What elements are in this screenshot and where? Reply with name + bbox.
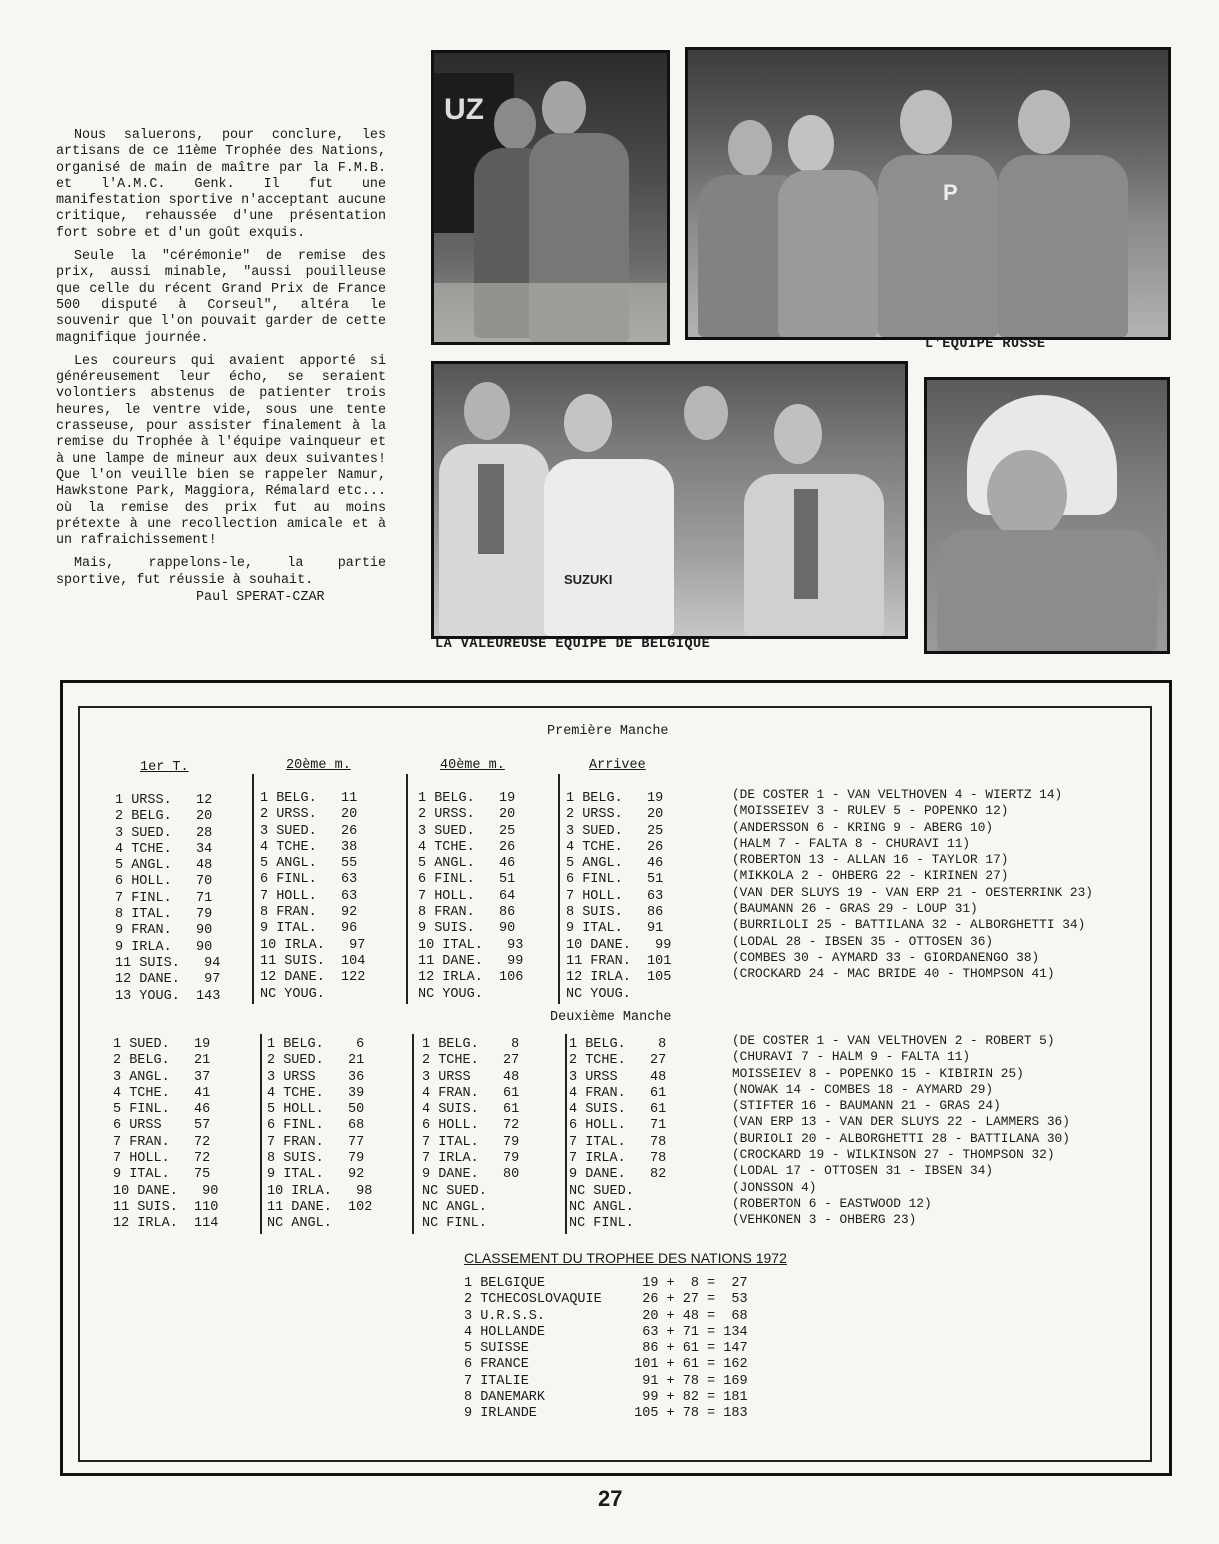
article-paragraph-4: Mais, rappelons-le, la partie sportive, fut réussie à souhait. bbox=[56, 556, 386, 588]
column-divider bbox=[252, 774, 254, 1004]
article-paragraph-3: Les coureurs qui avaient apporté si généreusement leur écho, se seraient volontiers abstenus de patienter trois heures, le ventre vide, sous une tente crasseuse, pour assister finalement à la remise du Trophée à l'équipe vainqueur et à une lampe de mineur aux deux suivantes! Que l'on veuille bien se rappeler Namur, Hawkstone Park, Maggiora, Rémalard etc... où la remise des prix fut au moins prétexte à une recollection amicale et à un rafraichissement! bbox=[56, 353, 386, 549]
manche1-20eme-column: 1 BELG. 11 2 URSS. 20 3 SUED. 26 4 TCHE. 38 5 ANGL. 55 6 FINL. 63 7 HOLL. 63 8 FRAN. 92 9 ITAL. 96 10 IRLA. 97 11 SUIS. 104 12 DANE. 122 NC YOUG. bbox=[260, 791, 366, 1002]
classement-list: 1 BELGIQUE 19 + 8 = 27 2 TCHECOSLOVAQUIE 26 + 27 = 53 3 U.R.S.S. 20 + 48 = 68 4 HOLLANDE 63 + 71 = 134 5 SUISSE 86 + 61 = 147 6 FRANCE 101 + 61 = 162 7 ITALIE 91 + 78 = 169 8 DANEMARK 99 + 82 = 181 9 IRLANDE 105 + 78 = 183 bbox=[464, 1276, 748, 1422]
manche2-40eme-column: 1 BELG. 8 2 TCHE. 27 3 URSS 48 4 FRAN. 61 4 SUIS. 61 6 HOLL. 72 7 ITAL. 79 7 IRLA. 79 9 DANE. 80 NC SUED. NC ANGL. NC FINL. bbox=[422, 1037, 520, 1232]
page-number: 27 bbox=[598, 1486, 623, 1511]
premiere-manche-title: Première Manche bbox=[547, 724, 669, 739]
manche2-riders: (DE COSTER 1 - VAN VELTHOVEN 2 - ROBERT 5) (CHURAVI 7 - HALM 9 - FALTA 11) MOISSEIEV 8 - POPENKO 15 - KIBIRIN 25) (NOWAK 14 - COMBES 18 - AYMARD 29) (STIFTER 16 - BAUMANN 21 - GRAS 24) (VAN ERP 13 - VAN DER SLUYS 22 - LAMMERS 36) (BURIOLI 20 - ALBORGHETTI 28 - BATTILANA 30) (CROCKARD 19 - WILKINSON 27 - THOMPSON 32) (LODAL 17 - OTTOSEN 31 - IBSEN 34) (JONSSON 4) (ROBERTON 6 - EASTWOOD 12) (VEHKONEN 3 - OHBERG 23) bbox=[732, 1033, 1070, 1228]
caption-belgian-team: LA VALEUREUSE EQUIPE DE BELGIQUE bbox=[435, 637, 711, 652]
photo-mechanics: UZ bbox=[431, 50, 670, 345]
classement-title: CLASSEMENT DU TROPHEE DES NATIONS 1972 bbox=[464, 1250, 787, 1266]
manche1-40eme-column: 1 BELG. 19 2 URSS. 20 3 SUED. 25 4 TCHE. 26 5 ANGL. 46 6 FINL. 51 7 HOLL. 64 8 FRAN. 86 9 SUIS. 90 10 ITAL. 93 11 DANE. 99 12 IRLA. 106 NC YOUG. bbox=[418, 791, 524, 1002]
header-40eme-minute: 40ème m. bbox=[440, 758, 505, 773]
manche1-1er-tour-column: 1 URSS. 12 2 BELG. 20 3 SUED. 28 4 TCHE. 34 5 ANGL. 48 6 HOLL. 70 7 FINL. 71 8 ITAL. 79 9 FRAN. 90 9 IRLA. 90 11 SUIS. 94 12 DANE. 97 13 YOUG. 143 bbox=[115, 793, 221, 1004]
header-20eme-minute: 20ème m. bbox=[286, 758, 351, 773]
article-paragraph-2: Seule la "cérémonie" de remise des prix, aussi minable, "aussi pouilleuse que celle du récent Grand Prix de France 500 disputé à Corseul", altéra le souvenir que l'on pouvait garder de cette magnifique journée. bbox=[56, 249, 386, 346]
article-paragraph-1: Nous saluerons, pour conclure, les artisans de ce 11ème Trophée des Nations, organisé de main de maître par la F.M.B. et l'A.M.C. Genk. Il fut une manifestation sportive n'acceptant aucune critique, rehaussée d'une présentation fort sobre et d'un goût exquis. bbox=[56, 128, 386, 241]
caption-russian-team: L'EQUIPE RUSSE bbox=[925, 337, 1046, 352]
manche2-1er-tour-column: 1 SUED. 19 2 BELG. 21 3 ANGL. 37 4 TCHE. 41 5 FINL. 46 6 URSS 57 7 FRAN. 72 7 HOLL. 72 9 ITAL. 75 10 DANE. 90 11 SUIS. 110 12 IRLA. 114 bbox=[113, 1037, 219, 1232]
deuxieme-manche-title: Deuxième Manche bbox=[550, 1010, 672, 1025]
header-arrivee: Arrivee bbox=[589, 758, 646, 773]
manche2-arrivee-column: 1 BELG. 8 2 TCHE. 27 3 URSS 48 4 FRAN. 61 4 SUIS. 61 6 HOLL. 71 7 ITAL. 78 7 IRLA. 78 9 DANE. 82 NC SUED. NC ANGL. NC FINL. bbox=[569, 1037, 667, 1232]
manche1-riders: (DE COSTER 1 - VAN VELTHOVEN 4 - WIERTZ 14) (MOISSEIEV 3 - RULEV 5 - POPENKO 12) (ANDERSSON 6 - KRING 9 - ABERG 10) (HALM 7 - FALTA 8 - CHURAVI 11) (ROBERTON 13 - ALLAN 16 - TAYLOR 17) (MIKKOLA 2 - OHBERG 22 - KIRINEN 27) (VAN DER SLUYS 19 - VAN ERP 21 - OESTERRINK 23) (BAUMANN 26 - GRAS 29 - LOUP 31) (BURRILOLI 25 - BATTILANA 32 - ALBORGHETTI 34) (LODAL 28 - IBSEN 35 - OTTOSEN 36) (COMBES 30 - AYMARD 33 - GIORDANENGO 38) (CROCKARD 24 - MAC BRIDE 40 - THOMPSON 41) bbox=[732, 787, 1093, 982]
manche2-20eme-column: 1 BELG. 6 2 SUED. 21 3 URSS 36 4 TCHE. 39 5 HOLL. 50 6 FINL. 68 7 FRAN. 77 8 SUIS. 79 9 ITAL. 92 10 IRLA. 98 11 DANE. 102 NC ANGL. bbox=[267, 1037, 373, 1232]
column-divider bbox=[565, 1034, 567, 1234]
article-author: Paul SPERAT-CZAR bbox=[196, 590, 325, 605]
column-divider bbox=[406, 774, 408, 1004]
article-text bbox=[56, 128, 386, 596]
column-divider bbox=[260, 1034, 262, 1234]
manche1-arrivee-column: 1 BELG. 19 2 URSS. 20 3 SUED. 25 4 TCHE. 26 5 ANGL. 46 6 FINL. 51 7 HOLL. 63 8 SUIS. 86 9 ITAL. 91 10 DANE. 99 11 FRAN. 101 12 IRLA. 105 NC YOUG. bbox=[566, 791, 672, 1002]
column-divider bbox=[412, 1034, 414, 1234]
header-1er-tour: 1er T. bbox=[140, 760, 189, 775]
photo-rider-helmet bbox=[924, 377, 1170, 654]
photo-russian-team: P bbox=[685, 47, 1171, 340]
suzuki-shirt-text: SUZUKI bbox=[564, 572, 613, 587]
photo-belgian-team bbox=[431, 361, 908, 639]
column-divider bbox=[558, 774, 560, 1004]
